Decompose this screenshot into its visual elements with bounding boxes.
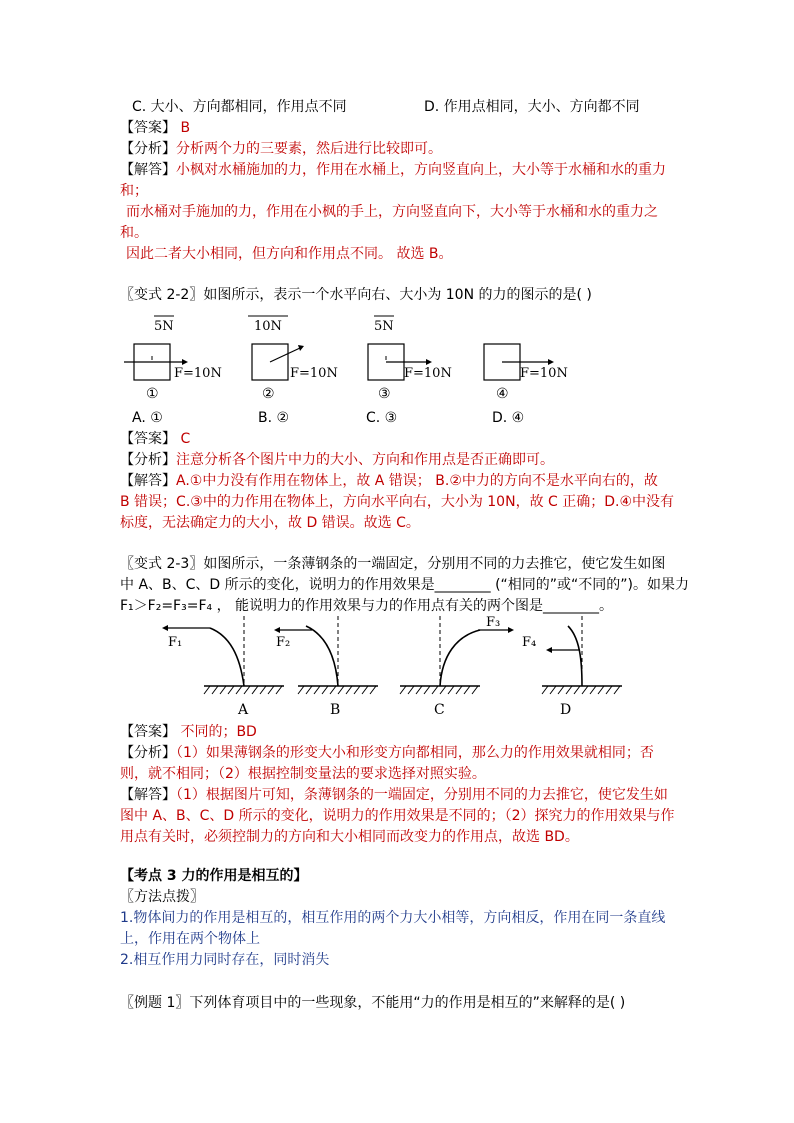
option-a: A. ① xyxy=(132,410,163,426)
method-heading: 〖方法点拨〗 xyxy=(120,889,204,905)
solution-text: 小枫对水桶施加的力，作用在水桶上，方向竖直向上，大小等于水桶和水的重力 xyxy=(176,162,666,178)
analysis-text: 注意分析各个图片中力的大小、方向和作用点是否正确即可。 xyxy=(176,452,554,468)
arrow-head xyxy=(508,627,514,633)
force-label: F=10N xyxy=(290,366,338,381)
method-point: 2.相互作用力同时存在，同时消失 xyxy=(120,952,330,968)
force-label: F=10N xyxy=(404,366,452,381)
solution-label: 【解答】 xyxy=(120,162,176,178)
method-point: 上，作用在两个物体上 xyxy=(120,931,260,947)
arrow-head xyxy=(274,627,280,633)
option-c: C. ③ xyxy=(366,410,398,426)
force-label: F=10N xyxy=(520,366,568,381)
answer-value: 不同的；BD xyxy=(180,724,257,740)
option-d: D. ④ xyxy=(492,410,525,426)
ground-hatch xyxy=(400,686,478,694)
scale-label: 5N xyxy=(154,319,174,334)
solution-text: 和。 xyxy=(120,225,148,241)
arrow-head xyxy=(182,359,188,365)
analysis-row-q1 xyxy=(120,139,442,159)
panel-label: D xyxy=(560,702,572,718)
force-label: F₁ xyxy=(168,635,183,650)
force-diagram-figure xyxy=(120,308,580,408)
figure-number: ③ xyxy=(378,386,391,402)
ground-hatch xyxy=(298,686,376,694)
solution-text: A.①中力没有作用在物体上，故 A 错误； B.②中力的方向不是水平向右的，故 xyxy=(176,473,658,489)
option-b: B. ② xyxy=(258,410,290,426)
solution-text: 因此二者大小相同，但方向和作用点不同。 故选 B。 xyxy=(126,246,453,262)
solution-row-q23 xyxy=(120,785,668,805)
method-point: 1.物体间力的作用是相互的，相互作用的两个力大小相等，方向相反，作用在同一条直线 xyxy=(120,910,666,926)
answer-value: B xyxy=(180,120,191,136)
scale-label: 5N xyxy=(374,319,394,334)
scale-label: 10N xyxy=(254,319,282,334)
solution-text: 而水桶对手施加的力，作用在小枫的手上，方向竖直向下，大小等于水桶和水的重力之 xyxy=(126,204,658,220)
solution-row-q22 xyxy=(120,471,658,491)
solution-text: （1）根据图片可知，条薄钢条的一端固定，分别用不同的力去推它，使它发生如 xyxy=(176,787,668,803)
force-arrow xyxy=(270,348,300,362)
arrow-head xyxy=(426,359,432,365)
solution-text: 用点有关时，必须控制力的方向和大小相同而改变力的作用点，故选 BD。 xyxy=(120,829,579,845)
question-text: 〖变式 2-3〗如图所示，一条薄钢条的一端固定，分别用不同的力去推它，使它发生如图 xyxy=(120,556,666,572)
ground-hatch xyxy=(204,686,282,694)
arrow-head xyxy=(162,625,168,631)
figure-number: ① xyxy=(146,386,159,402)
answer-label: 【答案】 xyxy=(120,724,176,740)
bent-strip xyxy=(306,626,338,686)
solution-text: 和； xyxy=(120,183,148,199)
question-title: 〖变式 2-2〗如图所示，表示一个水平向右、大小为 10N 的力的图示的是( ) xyxy=(120,287,592,303)
bent-strip xyxy=(568,626,582,686)
answer-row-q1 xyxy=(120,118,190,138)
option-d: D. 作用点相同，大小、方向都不同 xyxy=(424,99,640,115)
analysis-row-q23 xyxy=(120,743,654,763)
force-label: F₃ xyxy=(486,616,501,630)
analysis-row-q22 xyxy=(120,450,554,470)
force-label: F₄ xyxy=(522,635,537,650)
analysis-text: 则，就不相同；（2）根据控制变量法的要求选择对照实验。 xyxy=(120,766,486,782)
analysis-label: 【分析】 xyxy=(120,141,176,157)
analysis-text: 分析两个力的三要素，然后进行比较即可。 xyxy=(176,141,442,157)
analysis-label: 【分析】 xyxy=(120,745,176,761)
force-label: F=10N xyxy=(174,366,222,381)
section-heading: 【考点 3 力的作用是相互的】 xyxy=(120,868,308,884)
panel-label: C xyxy=(434,702,445,718)
example-question: 〖例题 1〗下列体育项目中的一些现象，不能用“力的作用是相互的”来解释的是( ) xyxy=(120,995,626,1011)
answer-label: 【答案】 xyxy=(120,431,176,447)
solution-text: 标度，无法确定力的大小，故 D 错误。故选 C。 xyxy=(120,515,420,531)
panel-label: B xyxy=(330,702,341,718)
answer-row-q23 xyxy=(120,722,257,742)
arrow-head xyxy=(546,647,552,653)
solution-label: 【解答】 xyxy=(120,473,176,489)
steel-strip-figure xyxy=(160,616,640,720)
analysis-label: 【分析】 xyxy=(120,452,176,468)
bent-strip xyxy=(210,628,244,686)
panel-label: A xyxy=(238,702,249,718)
answer-value: C xyxy=(180,431,191,447)
ground-hatch xyxy=(542,686,620,694)
figure-number: ④ xyxy=(496,386,509,402)
force-label: F₂ xyxy=(276,635,291,650)
solution-label: 【解答】 xyxy=(120,787,176,803)
solution-text: 图中 A、B、C、D 所示的变化，说明力的作用效果是不同的；（2）探究力的作用效果与作 xyxy=(120,808,675,824)
figure-number: ② xyxy=(262,386,275,402)
analysis-text: （1）如果薄钢条的形变大小和形变方向都相同，那么力的作用效果就相同；否 xyxy=(176,745,654,761)
question-text: 中 A、B、C、D 所示的变化，说明力的作用效果是________ (“相同的”或“不同的”)。如果力 xyxy=(120,577,690,593)
answer-label: 【答案】 xyxy=(120,120,176,136)
arrow-head xyxy=(548,359,554,365)
question-text: F₁＞F₂=F₃=F₄ ， 能说明力的作用效果与力的作用点有关的两个图是________。 xyxy=(120,598,614,614)
answer-row-q22 xyxy=(120,429,190,449)
solution-text: B 错误；C.③中的力作用在物体上，方向水平向右，大小为 10N，故 C 正确；D.④中没有 xyxy=(120,494,675,510)
solution-row-q1 xyxy=(120,160,666,180)
bent-strip xyxy=(440,630,480,686)
option-c: C. 大小、方向都相同，作用点不同 xyxy=(132,99,347,115)
